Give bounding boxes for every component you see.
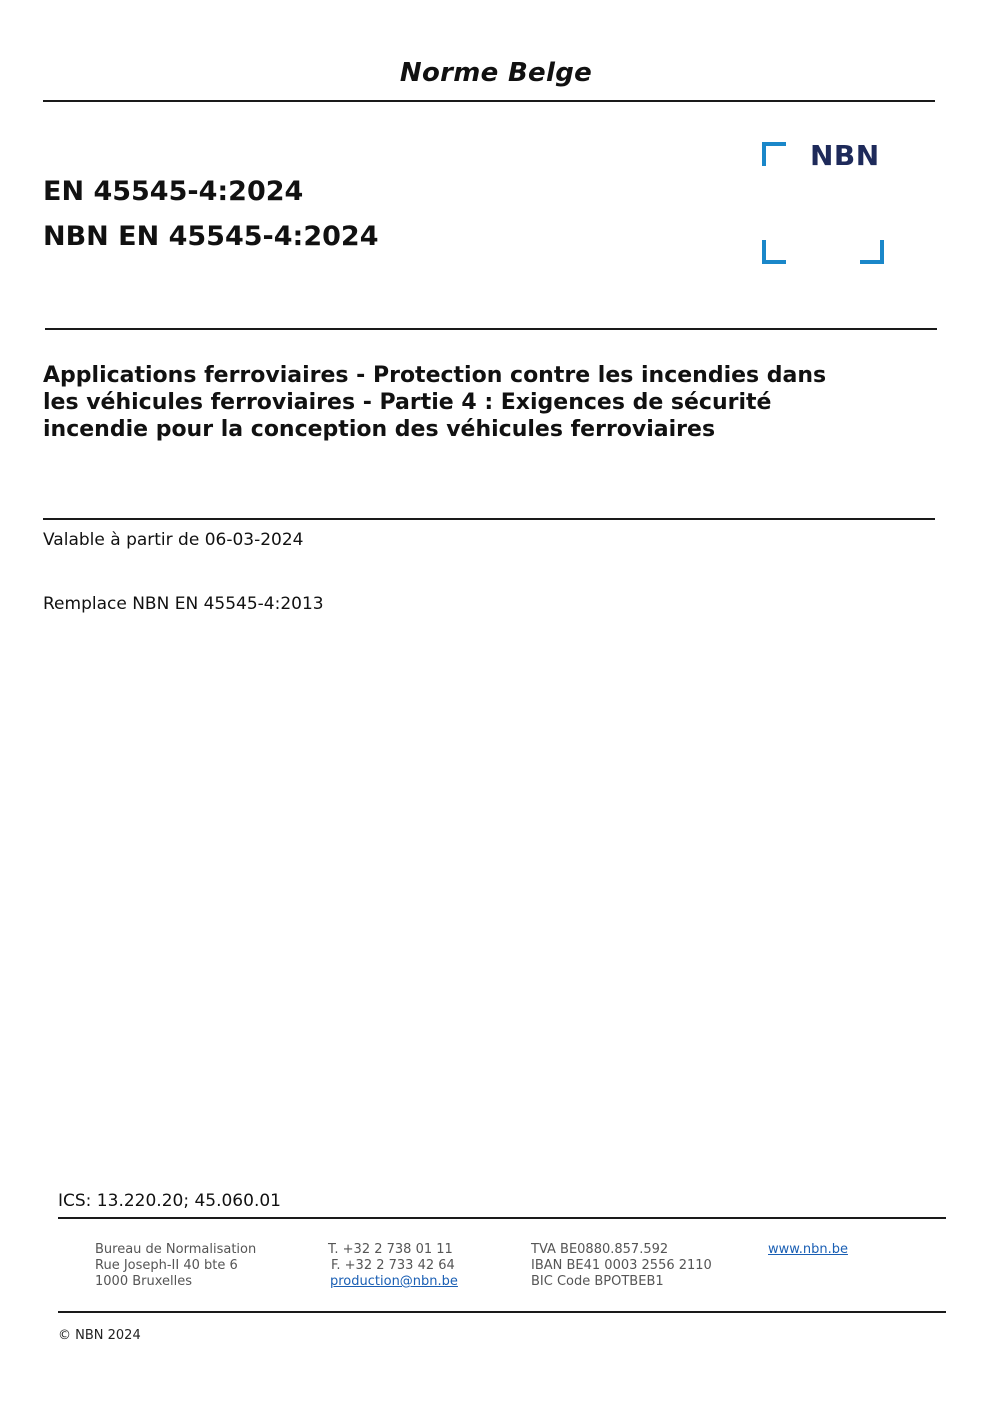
address-line: Bureau de Normalisation [95,1242,257,1257]
en-standard-code: EN 45545-4:2024 [43,176,304,207]
copyright-notice: © NBN 2024 [58,1328,141,1343]
nbn-standard-code: NBN EN 45545-4:2024 [43,221,379,252]
logo-corner-bottom-right [860,240,884,264]
bic-code: BIC Code BPOTBEB1 [531,1274,664,1289]
website-link[interactable]: www.nbn.be [768,1242,848,1257]
page-header-title: Norme Belge [399,58,593,88]
address-line: 1000 Bruxelles [95,1274,193,1289]
title-line: Applications ferroviaires - Protection contre les incendies dans [43,363,827,388]
title-divider [43,518,935,520]
phone-number: T. +32 2 738 01 11 [328,1242,453,1257]
footer-contact [328,1242,458,1290]
title-line: incendie pour la conception des véhicules ferroviaires [43,417,716,442]
document-title [43,362,923,443]
footer-top-divider [58,1217,946,1219]
iban-number: IBAN BE41 0003 2556 2110 [531,1258,712,1273]
address-line: Rue Joseph-II 40 bte 6 [95,1258,238,1273]
ics-codes: ICS: 13.220.20; 45.060.01 [58,1191,281,1211]
header-divider [43,100,935,102]
title-line: les véhicules ferroviaires - Partie 4 : Exigences de sécurité [43,390,772,415]
validity-date: Valable à partir de 06-03-2024 [43,530,304,550]
footer-bank [531,1242,712,1290]
replaces-note: Remplace NBN EN 45545-4:2013 [43,594,324,614]
fax-number: F. +32 2 733 42 64 [331,1258,455,1273]
logo-corner-bottom-left [762,240,786,264]
footer-address [95,1242,256,1290]
email-link[interactable]: production@nbn.be [330,1274,458,1289]
logo-corner-top-left [762,142,786,166]
footer-website [768,1242,848,1258]
logo-wordmark: NBN [810,139,880,172]
code-divider [45,328,937,330]
nbn-logo [762,139,884,264]
vat-number: TVA BE0880.857.592 [531,1242,669,1257]
footer-bottom-divider [58,1311,946,1313]
